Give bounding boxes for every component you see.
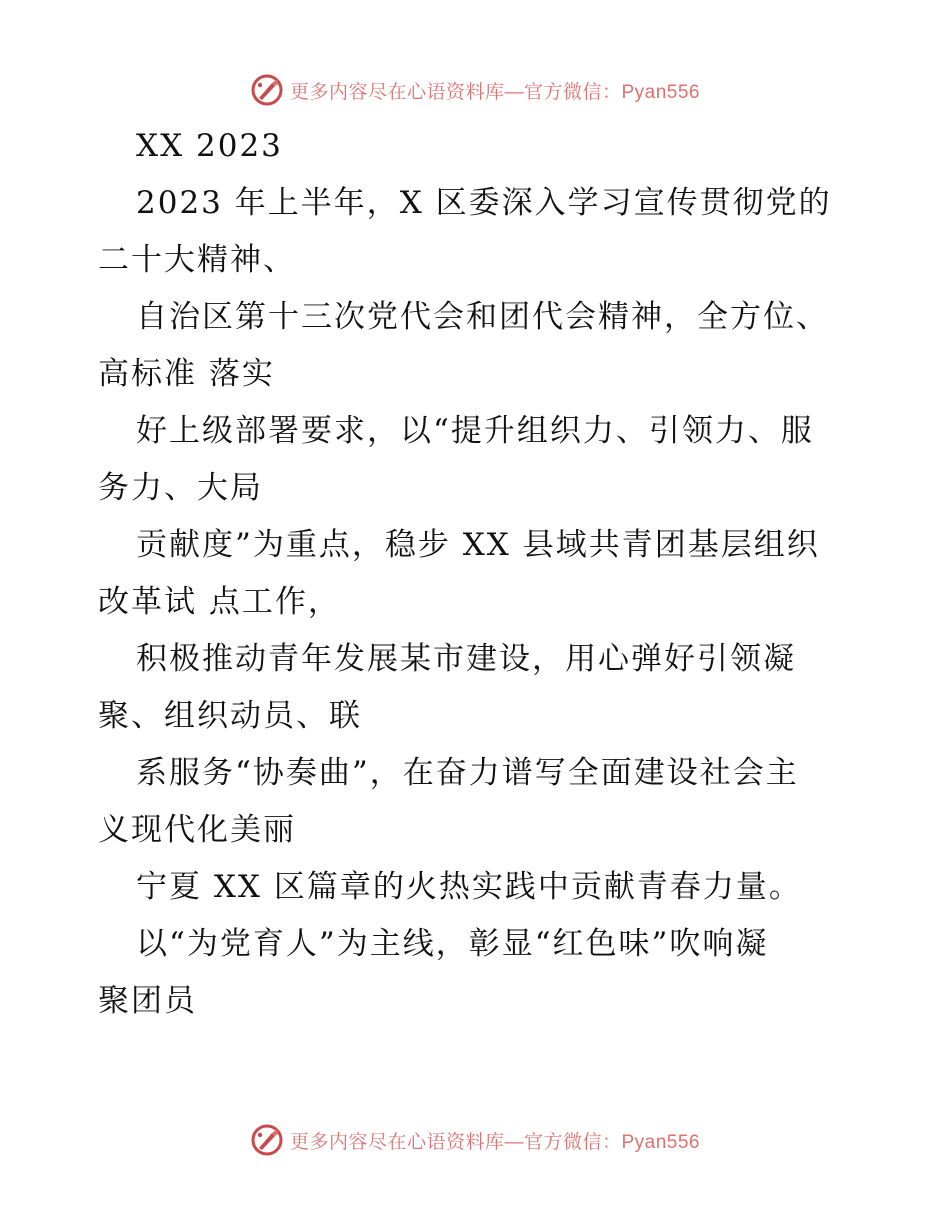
document-line: 自治区第十三次党代会和团代会精神，全方位、 <box>136 299 829 335</box>
document-line: 高标准 落实 <box>98 356 275 392</box>
document-line: 义现代化美丽 <box>98 812 296 848</box>
header-watermark-text: 更多内容尽在心语资料库—官方微信：Pyan556 <box>289 81 700 103</box>
document-line: 聚、组织动员、联 <box>98 698 362 734</box>
document-body <box>98 118 858 1030</box>
document-line: 好上级部署要求，以“提升组织力、引领力、服 <box>136 413 814 449</box>
footer-watermark <box>0 1120 950 1160</box>
document-line: 宁夏 XX 区篇章的火热实践中贡献青春力量。 <box>136 869 802 905</box>
footer-watermark-inner <box>250 1123 700 1157</box>
quill-logo-icon <box>250 1123 284 1157</box>
document-line: 聚团员 <box>98 983 197 1019</box>
document-line: 以“为党育人”为主线，彰显“红色味”吹响凝 <box>136 926 769 962</box>
header-watermark <box>0 70 950 110</box>
header-watermark-inner <box>250 73 700 107</box>
quill-logo-icon <box>250 73 284 107</box>
document-line: 贡献度”为重点，稳步 XX 县域共青团基层组织 <box>136 527 820 563</box>
document-line: XX 2023 <box>136 128 283 164</box>
document-line: 2023 年上半年，X 区委深入学习宣传贯彻党的 <box>136 185 832 221</box>
document-line: 系服务“协奏曲”，在奋力谱写全面建设社会主 <box>136 755 799 791</box>
document-line: 积极推动青年发展某市建设，用心弹好引领凝 <box>136 641 796 677</box>
document-line: 二十大精神、 <box>98 242 296 278</box>
document-line: 改革试 点工作， <box>98 584 341 620</box>
document-line: 务力、大局 <box>98 470 263 506</box>
footer-watermark-text: 更多内容尽在心语资料库—官方微信：Pyan556 <box>289 1131 700 1153</box>
